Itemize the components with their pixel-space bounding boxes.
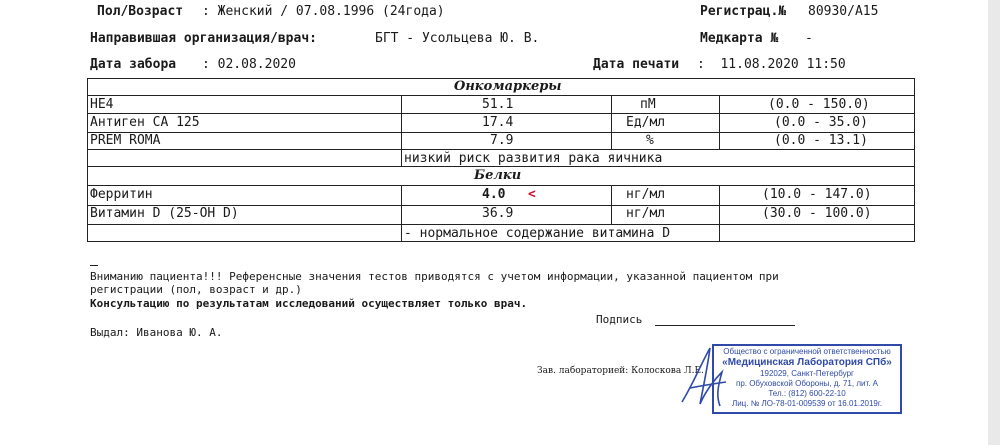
print-date-label: Дата печати: [593, 57, 680, 72]
stamp-line: 192029, Санкт-Петербург: [760, 369, 854, 378]
signature-line: [655, 325, 795, 326]
sex-age-value: : Женский / 07.08.1996 (24года): [202, 4, 445, 19]
test-unit: пМ: [640, 97, 656, 112]
interpretation-note: низкий риск развития рака яичника: [404, 151, 663, 166]
consult-notice: Консультацию по результатам исследований осуществляет только врач.: [90, 297, 528, 310]
test-name: Антиген СА 125: [90, 115, 200, 130]
lab-stamp: [712, 344, 902, 414]
results-table: [87, 78, 915, 242]
stamp-line: «Медицинская Лаборатория СПб»: [722, 357, 892, 368]
stamp-line: пр. Обуховской Обороны, д. 71, лит. А: [735, 379, 879, 388]
medcard-label: Медкарта №: [700, 31, 779, 46]
patient-notice-line1: Вниманию пациента!!! Референсные значения тестов приводятся с учетом информации, указанной пациентом при: [90, 270, 779, 283]
stamp-line: Общество с ограниченной ответственностью: [723, 347, 891, 356]
test-reference: (0.0 - 150.0): [768, 97, 870, 112]
test-name: Витамин D (25-OH D): [90, 206, 239, 221]
test-value: 17.4: [482, 115, 514, 130]
registr-label: Регистрац.№: [700, 4, 787, 19]
interpretation-note: - нормальное содержание витамина D: [404, 226, 671, 241]
patient-notice-line2: регистрации (пол, возраст и др.): [90, 283, 302, 296]
low-flag: <: [528, 187, 536, 202]
test-reference: (0.0 - 13.1): [774, 133, 868, 148]
test-unit: нг/мл: [626, 187, 666, 202]
test-name: Ферритин: [90, 187, 153, 202]
test-value: 36.9: [482, 206, 514, 221]
test-reference: (0.0 - 35.0): [774, 115, 868, 130]
sex-age-label: Пол/Возраст: [97, 4, 184, 19]
test-name: PREM ROMA: [90, 133, 161, 148]
test-unit: Ед/мл: [626, 115, 666, 130]
medcard-value: -: [805, 31, 813, 46]
issued-by: Выдал: Иванова Ю. А.: [90, 326, 223, 339]
test-reference: (10.0 - 147.0): [762, 187, 872, 202]
stamp-line: Лиц. № ЛО-78-01-009539 от 16.01.2019г.: [731, 399, 883, 408]
org-label: Направившая организация/врач:: [90, 31, 317, 46]
test-value: 7.9: [490, 133, 514, 148]
test-value: 4.0: [482, 187, 506, 202]
lab-head: Зав. лабораторией: Колоскова Л.Е.: [537, 366, 704, 376]
test-value: 51.1: [482, 97, 514, 112]
test-reference: (30.0 - 100.0): [762, 206, 872, 221]
collect-date-label: Дата забора: [90, 57, 177, 72]
test-unit: %: [646, 133, 654, 148]
small-mark: [90, 265, 98, 266]
registr-value: 80930/A15: [808, 4, 879, 19]
signature-label: Подпись: [596, 313, 643, 326]
test-name: HE4: [90, 97, 114, 112]
org-value: БГТ - Усольцева Ю. В.: [375, 31, 540, 46]
section-title-oncomarkers: Онкомаркеры: [454, 79, 562, 94]
test-unit: нг/мл: [626, 206, 666, 221]
section-title-proteins: Белки: [474, 168, 522, 183]
page-edge: [988, 0, 1000, 445]
stamp-line: Тел.: (812) 600-22-10: [768, 389, 846, 398]
collect-date-value: : 02.08.2020: [202, 57, 296, 72]
print-date-value: : 11.08.2020 11:50: [697, 57, 846, 72]
